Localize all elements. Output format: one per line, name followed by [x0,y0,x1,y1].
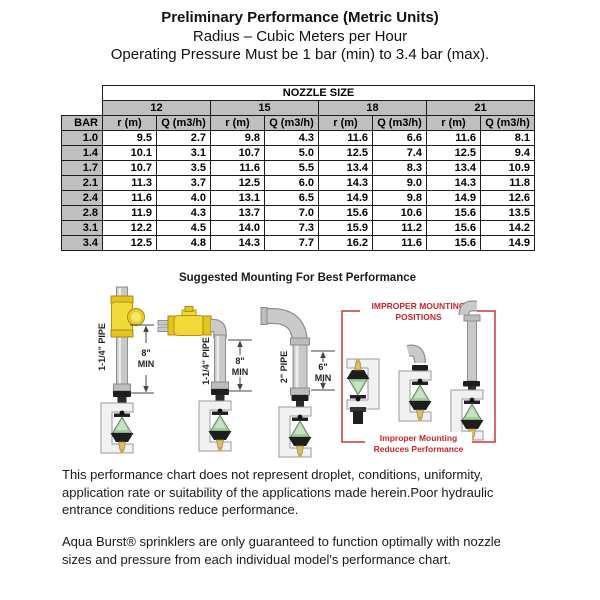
bar-cell: 2.8 [62,206,103,221]
value-cell: 15.6 [427,221,481,236]
sprinkler-head-icon [199,401,232,452]
dimension-unit: MIN [314,373,332,383]
value-cell: 12.6 [481,191,535,206]
value-cell: 14.0 [211,221,265,236]
table-row [62,221,535,236]
improper-mounting-box [342,299,495,454]
sprinkler-head-icon [101,403,134,454]
adapter-flange [292,395,309,401]
value-cell: 11.8 [481,176,535,191]
value-cell: 14.9 [319,191,373,206]
radius-header: r (m) [211,116,265,131]
bar-cell: 1.0 [62,131,103,146]
pipe-coupling [114,384,131,391]
value-cell: 12.5 [211,176,265,191]
value-cell: 15.6 [427,236,481,251]
dimension-value: 6" [318,362,328,372]
mounting-section-title: Suggested Mounting For Best Performance [178,272,417,284]
value-cell: 14.9 [481,236,535,251]
bar-cell: 2.4 [62,191,103,206]
table-row-column-headers [62,116,535,131]
value-cell: 6.5 [265,191,319,206]
value-cell: 9.0 [373,176,427,191]
value-cell: 3.7 [157,176,211,191]
bar-cell: 3.1 [62,221,103,236]
dimension-unit: MIN [137,359,155,369]
size-header: 12 [103,101,211,116]
value-cell: 14.3 [427,176,481,191]
page-subtitle-radius: Radius – Cubic Meters per Hour [192,28,408,45]
adapter-flange [211,389,229,395]
disclaimer-paragraph: This performance chart does not represent droplet, conditions, uniformity, application rate or suitability of the applications made herein.Poor hydraulic entrance conditions reduce performance. [62,467,494,517]
dimension-value: 8" [235,356,245,366]
size-header: 18 [319,101,427,116]
sprinkler-head-icon [279,407,312,458]
dimension-value: 8" [141,348,151,358]
value-cell: 7.3 [265,221,319,236]
pipe-union [291,338,310,345]
value-cell: 3.1 [157,146,211,161]
value-cell: 10.6 [373,206,427,221]
improper-footer-line1: Improper Mounting [379,433,458,443]
value-cell: 8.3 [373,161,427,176]
page-title: Preliminary Performance (Metric Units) [161,9,439,26]
value-cell: 10.9 [481,161,535,176]
value-cell: 9.5 [103,131,157,146]
value-cell: 11.6 [103,191,157,206]
improper-sprinkler-upside-down [347,359,380,425]
value-cell: 13.7 [211,206,265,221]
value-cell: 14.9 [427,191,481,206]
improper-title-line2: POSITIONS [395,312,442,322]
dimension-8-min [228,340,252,391]
value-cell: 16.2 [319,236,373,251]
value-cell: 13.1 [211,191,265,206]
value-cell: 4.5 [157,221,211,236]
table-row [62,191,535,206]
value-cell: 11.9 [103,206,157,221]
value-cell: 4.0 [157,191,211,206]
value-cell: 15.6 [319,206,373,221]
value-cell: 13.4 [319,161,373,176]
dimension-6-min [311,351,335,390]
value-cell: 11.2 [373,221,427,236]
document-header [0,9,600,64]
mounting-diagram-2 [158,307,252,452]
value-cell: 9.8 [211,131,265,146]
value-cell: 4.3 [157,206,211,221]
table-row [62,236,535,251]
guarantee-paragraph: Aqua Burst® sprinklers are only guaranteed to function optimally with nozzle sizes and pressure from each individual model's performance chart. [62,534,501,567]
value-cell: 15.6 [427,206,481,221]
valve-icon [168,307,211,336]
improper-sprinkler-on-elbow [399,351,432,422]
pipe-union [291,388,310,395]
bar-cell: 1.4 [62,146,103,161]
table-row-nozzle-size [62,86,535,101]
table-row [62,146,535,161]
value-cell: 3.5 [157,161,211,176]
value-cell: 5.0 [265,146,319,161]
value-cell: 6.0 [265,176,319,191]
riser-pipe [293,340,307,395]
value-cell: 15.9 [319,221,373,236]
value-cell: 11.3 [103,176,157,191]
riser-pipe [215,335,226,389]
nozzle-size-header: NOZZLE SIZE [103,86,535,101]
bar-cell: 1.7 [62,161,103,176]
bar-cell: 3.4 [62,236,103,251]
size-header: 15 [211,101,319,116]
value-cell: 14.3 [319,176,373,191]
value-cell: 8.1 [481,131,535,146]
mounting-diagram-1 [97,287,154,454]
table-row [62,131,535,146]
value-cell: 7.7 [265,236,319,251]
pipe-size-label: 2" PIPE [279,350,289,384]
value-cell: 4.3 [265,131,319,146]
value-cell: 11.6 [319,131,373,146]
improper-title-line1: IMPROPER MOUNTING [371,301,466,311]
pipe-size-label: 1-1/4" PIPE [97,323,107,371]
table-row [62,176,535,191]
value-cell: 9.8 [373,191,427,206]
improper-sprinkler-long-pipe [451,306,484,441]
table-row [62,206,535,221]
value-cell: 9.4 [481,146,535,161]
value-cell: 13.4 [427,161,481,176]
value-cell: 11.6 [373,236,427,251]
page-subtitle-pressure: Operating Pressure Must be 1 bar (min) to 3.4 bar (max). [110,46,490,63]
value-cell: 7.4 [373,146,427,161]
flow-header: Q (m3/h) [157,116,211,131]
valve-icon [111,296,145,337]
value-cell: 10.7 [103,161,157,176]
size-header: 21 [427,101,535,116]
dimension-unit: MIN [231,367,249,377]
value-cell: 5.5 [265,161,319,176]
mounting-diagram-3 [261,308,335,458]
value-cell: 12.5 [427,146,481,161]
value-cell: 10.1 [103,146,157,161]
table-row-sizes [62,101,535,116]
flow-header: Q (m3/h) [373,116,427,131]
adapter-flange [113,391,131,397]
value-cell: 7.0 [265,206,319,221]
mounting-diagram [60,285,535,463]
table-row [62,161,535,176]
radius-header: r (m) [427,116,481,131]
radius-header: r (m) [103,116,157,131]
value-cell: 11.6 [427,131,481,146]
corner-spacer [62,101,103,116]
flow-header: Q (m3/h) [481,116,535,131]
value-cell: 12.5 [319,146,373,161]
value-cell: 13.5 [481,206,535,221]
value-cell: 6.6 [373,131,427,146]
value-cell: 12.2 [103,221,157,236]
bar-cell: 2.1 [62,176,103,191]
value-cell: 14.3 [211,236,265,251]
pipe-coupling [212,382,229,389]
value-cell: 11.6 [211,161,265,176]
value-cell: 14.2 [481,221,535,236]
performance-table [61,85,535,251]
radius-header: r (m) [319,116,373,131]
value-cell: 4.8 [157,236,211,251]
value-cell: 2.7 [157,131,211,146]
pipe-size-label: 1-1/4" PIPE [201,337,211,385]
dimension-8-min [130,325,154,393]
value-cell: 10.7 [211,146,265,161]
corner-spacer [62,86,103,101]
bar-header: BAR [62,116,103,131]
value-cell: 12.5 [103,236,157,251]
flow-header: Q (m3/h) [265,116,319,131]
improper-footer-line2: Reduces Performance [373,444,464,454]
